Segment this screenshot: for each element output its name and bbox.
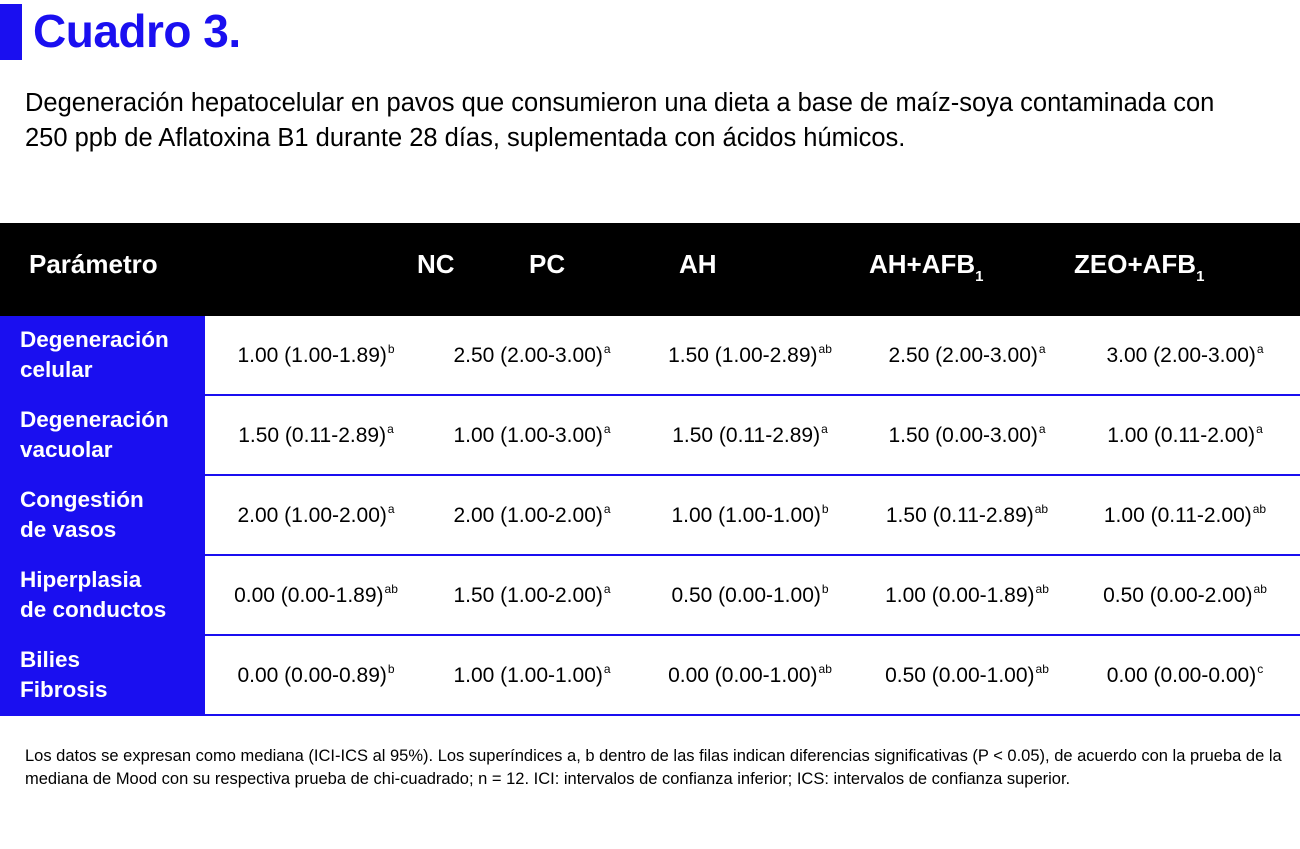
table-cell xyxy=(645,316,855,394)
title-accent-bar xyxy=(0,4,22,60)
cell-value: 1.00 (1.00-1.00) xyxy=(671,504,821,527)
cell-value: 2.00 (1.00-2.00) xyxy=(237,504,387,527)
row-parameter-label: Congestión de vasos xyxy=(0,476,205,554)
table-cell xyxy=(211,556,421,634)
cell-value: 2.50 (2.00-3.00) xyxy=(888,344,1038,367)
table-cell xyxy=(1080,556,1290,634)
table-cell xyxy=(427,556,637,634)
table-header xyxy=(0,223,1300,316)
table-cell xyxy=(862,316,1072,394)
table-cell xyxy=(1080,396,1290,474)
cell-superscript: a xyxy=(1038,422,1046,436)
table-cell xyxy=(211,396,421,474)
cell-superscript: a xyxy=(387,502,395,516)
cell-superscript: c xyxy=(1257,662,1264,676)
cell-superscript: ab xyxy=(1034,502,1049,516)
table-cell xyxy=(211,476,421,554)
header-ah-afb-subscript: 1 xyxy=(975,268,984,285)
table-row xyxy=(0,476,1300,556)
table-cell xyxy=(645,556,855,634)
cell-superscript: ab xyxy=(818,662,832,676)
table-cell xyxy=(645,476,855,554)
table-caption: Degeneración hepatocelular en pavos que consumieron una dieta a base de maíz-soya contaminada con 250 ppb de Aflatoxina B1 durante 28 días, suplementada con ácidos húmicos. xyxy=(25,89,1215,152)
cell-superscript: a xyxy=(603,422,611,436)
table-cell xyxy=(645,636,855,714)
cell-value: 1.50 (1.00-2.89) xyxy=(668,344,818,367)
cell-value: 2.50 (2.00-3.00) xyxy=(453,344,603,367)
header-zeo-afb-label: ZEO+AFB xyxy=(1074,249,1197,279)
cell-value: 0.00 (0.00-1.00) xyxy=(668,664,818,687)
cell-superscript: ab xyxy=(1035,662,1049,676)
header-ah-afb xyxy=(869,249,984,285)
cell-value: 1.50 (0.11-2.89) xyxy=(672,424,821,447)
cell-value: 1.00 (1.00-1.00) xyxy=(453,664,603,687)
table-cell xyxy=(645,396,855,474)
table-cell xyxy=(211,636,421,714)
results-table xyxy=(0,223,1300,716)
cell-superscript: ab xyxy=(1253,582,1267,596)
cell-value: 1.50 (0.11-2.89) xyxy=(885,504,1034,527)
table-cell xyxy=(211,316,421,394)
table-cell xyxy=(1080,636,1290,714)
cell-superscript: a xyxy=(603,582,611,596)
cell-superscript: a xyxy=(821,422,828,436)
cell-superscript: ab xyxy=(818,342,832,356)
cell-value: 3.00 (2.00-3.00) xyxy=(1106,344,1256,367)
cell-superscript: b xyxy=(821,582,829,596)
header-parametro: Parámetro xyxy=(29,249,158,279)
cell-superscript: ab xyxy=(1252,502,1267,516)
page-title: Cuadro 3. xyxy=(33,5,241,57)
cell-superscript: a xyxy=(603,502,611,516)
table-cell xyxy=(427,476,637,554)
cell-value: 0.50 (0.00-2.00) xyxy=(1103,584,1253,607)
cell-value: 0.00 (0.00-1.89) xyxy=(234,584,384,607)
cell-superscript: a xyxy=(1038,342,1046,356)
cell-value: 1.50 (0.11-2.89) xyxy=(238,424,387,447)
table-row xyxy=(0,556,1300,636)
cell-value: 0.00 (0.00-0.89) xyxy=(237,664,387,687)
table-cell xyxy=(1080,476,1290,554)
table-row xyxy=(0,636,1300,716)
cell-superscript: a xyxy=(387,422,394,436)
cell-value: 1.00 (1.00-3.00) xyxy=(453,424,603,447)
cell-value: 0.00 (0.00-0.00) xyxy=(1106,664,1257,687)
table-body xyxy=(0,316,1300,716)
table-cell xyxy=(427,636,637,714)
header-zeo-afb xyxy=(1074,249,1205,285)
table-cell xyxy=(862,556,1072,634)
row-parameter-label: Degeneración celular xyxy=(0,316,205,394)
cell-superscript: a xyxy=(1256,342,1264,356)
cell-value: 1.50 (0.00-3.00) xyxy=(888,424,1038,447)
cell-value: 0.50 (0.00-1.00) xyxy=(671,584,821,607)
header-zeo-afb-subscript: 1 xyxy=(1196,268,1205,285)
cell-superscript: ab xyxy=(1035,582,1049,596)
row-parameter-label: Bilies Fibrosis xyxy=(0,636,205,714)
cell-value: 1.00 (0.11-2.00) xyxy=(1107,424,1256,447)
row-parameter-label: Degeneración vacuolar xyxy=(0,396,205,474)
row-parameter-label: Hiperplasia de conductos xyxy=(0,556,205,634)
cell-value: 1.00 (0.11-2.00) xyxy=(1103,504,1252,527)
cell-value: 1.00 (0.00-1.89) xyxy=(885,584,1035,607)
cell-superscript: a xyxy=(603,662,611,676)
cell-superscript: ab xyxy=(384,582,398,596)
cell-superscript: b xyxy=(387,342,395,356)
cell-value: 1.50 (1.00-2.00) xyxy=(453,584,603,607)
cell-superscript: b xyxy=(821,502,829,516)
table-row xyxy=(0,316,1300,396)
header-ah: AH xyxy=(679,249,717,279)
header-pc: PC xyxy=(529,249,566,279)
cell-superscript: a xyxy=(1256,422,1263,436)
cell-value: 1.00 (1.00-1.89) xyxy=(237,344,387,367)
table-cell xyxy=(862,636,1072,714)
cell-value: 0.50 (0.00-1.00) xyxy=(885,664,1035,687)
table-cell xyxy=(427,396,637,474)
header-ah-afb-label: AH+AFB xyxy=(869,249,976,279)
cell-superscript: a xyxy=(603,342,611,356)
table-cell xyxy=(1080,316,1290,394)
table-cell xyxy=(862,396,1072,474)
table-row xyxy=(0,396,1300,476)
cell-superscript: b xyxy=(387,662,395,676)
table-cell xyxy=(862,476,1072,554)
cell-value: 2.00 (1.00-2.00) xyxy=(453,504,603,527)
table-cell xyxy=(427,316,637,394)
header-nc: NC xyxy=(417,249,455,279)
table-footnote: Los datos se expresan como mediana (ICI-ICS al 95%). Los superíndices a, b dentro de las filas indican diferencias significativas (P < 0.05), de acuerdo con la prueba de la mediana de Mood con su respectiva prueba de chi-cuadrado; n = 12. ICI: intervalos de confianza inferior; ICS: intervalos de confianza superior. xyxy=(25,747,1282,788)
